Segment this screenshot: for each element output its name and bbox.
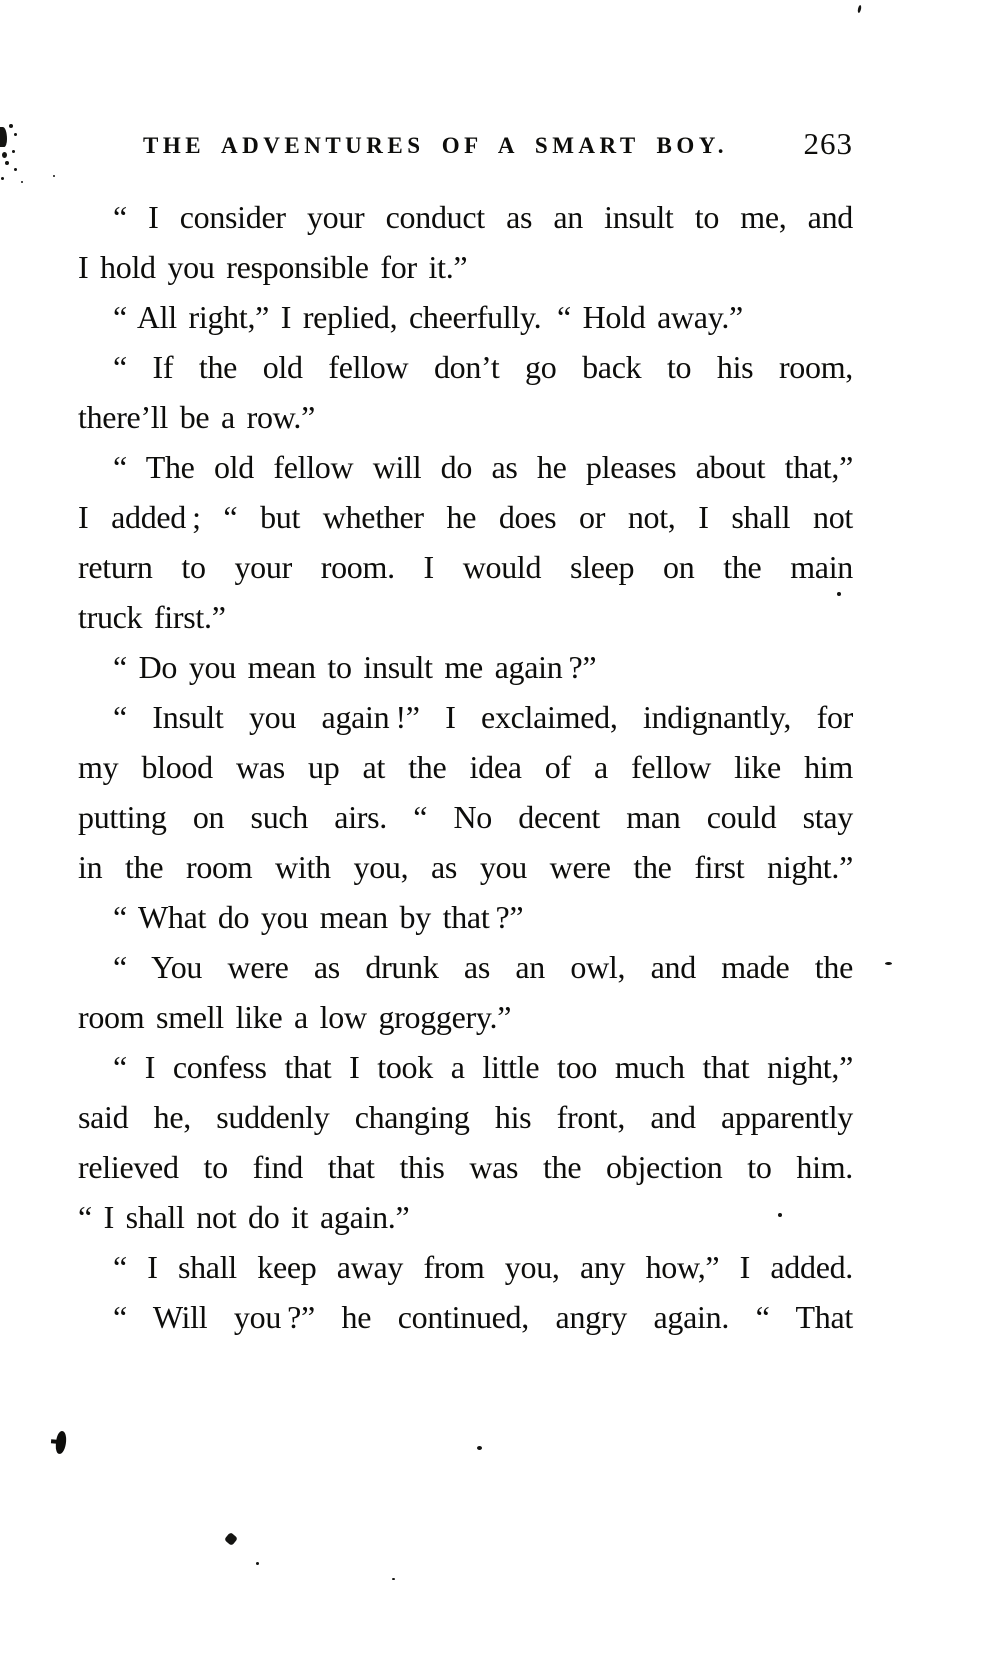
ink-blot bbox=[55, 1431, 67, 1455]
ink-speck bbox=[2, 152, 7, 158]
text-line: “ I shall keep away from you, any how,” I added. bbox=[113, 1249, 853, 1285]
ink-speck bbox=[12, 150, 15, 153]
text-line: my blood was up at the idea of a fellow like him bbox=[78, 749, 853, 785]
running-title: THE ADVENTURES OF A SMART BOY. bbox=[143, 133, 728, 158]
page-number: 263 bbox=[803, 126, 853, 161]
ink-speck bbox=[14, 168, 17, 171]
ink-speck bbox=[885, 962, 892, 965]
text-line: “ What do you mean by that ?” bbox=[113, 899, 524, 935]
text-line: “ If the old fellow don’t go back to his room, bbox=[113, 349, 853, 385]
text-line: room smell like a low groggery.” bbox=[78, 999, 512, 1035]
page-body bbox=[78, 192, 853, 1342]
text-line: “ Insult you again !” I exclaimed, indignantly, for bbox=[113, 699, 853, 735]
text-line: return to your room. I would sleep on the main bbox=[78, 549, 853, 585]
ink-speck bbox=[778, 1213, 782, 1217]
ink-speck bbox=[477, 1446, 482, 1450]
text-line: “ You were as drunk as an owl, and made the bbox=[113, 949, 853, 985]
page-header bbox=[78, 126, 853, 168]
text-line: relieved to find that this was the objection to him. bbox=[78, 1149, 853, 1185]
text-line: in the room with you, as you were the first night.” bbox=[78, 849, 853, 885]
ink-speck bbox=[224, 1532, 238, 1546]
text-line: I hold you responsible for it.” bbox=[78, 249, 468, 285]
text-line: “ The old fellow will do as he pleases about that,” bbox=[113, 449, 853, 485]
text-line: putting on such airs. “ No decent man could stay bbox=[78, 799, 853, 835]
text-line: “ All right,” I replied, cheerfully. “ Hold away.” bbox=[113, 299, 743, 335]
ink-speck bbox=[392, 1578, 395, 1580]
ink-speck bbox=[14, 133, 17, 136]
text-line: truck first.” bbox=[78, 599, 226, 635]
ink-speck bbox=[5, 161, 9, 165]
text-line: “ I confess that I took a little too much that night,” bbox=[113, 1049, 853, 1085]
text-line: “ Do you mean to insult me again ?” bbox=[113, 649, 597, 685]
text-line: “ I consider your conduct as an insult to me, and bbox=[113, 199, 853, 235]
ink-speck bbox=[837, 592, 841, 596]
ink-speck bbox=[53, 175, 55, 177]
ink-speck bbox=[0, 127, 7, 147]
ink-speck bbox=[857, 5, 862, 13]
text-line: said he, suddenly changing his front, and apparently bbox=[78, 1099, 853, 1135]
ink-speck bbox=[1, 177, 4, 180]
ink-speck bbox=[9, 124, 13, 128]
text-line: “ Will you ?” he continued, angry again. “ That bbox=[113, 1299, 853, 1335]
text-line: there’ll be a row.” bbox=[78, 399, 315, 435]
ink-speck bbox=[256, 1562, 259, 1565]
text-line: “ I shall not do it again.” bbox=[78, 1199, 410, 1235]
text-line: I added ; “ but whether he does or not, I shall not bbox=[78, 499, 853, 535]
ink-speck bbox=[21, 181, 23, 183]
